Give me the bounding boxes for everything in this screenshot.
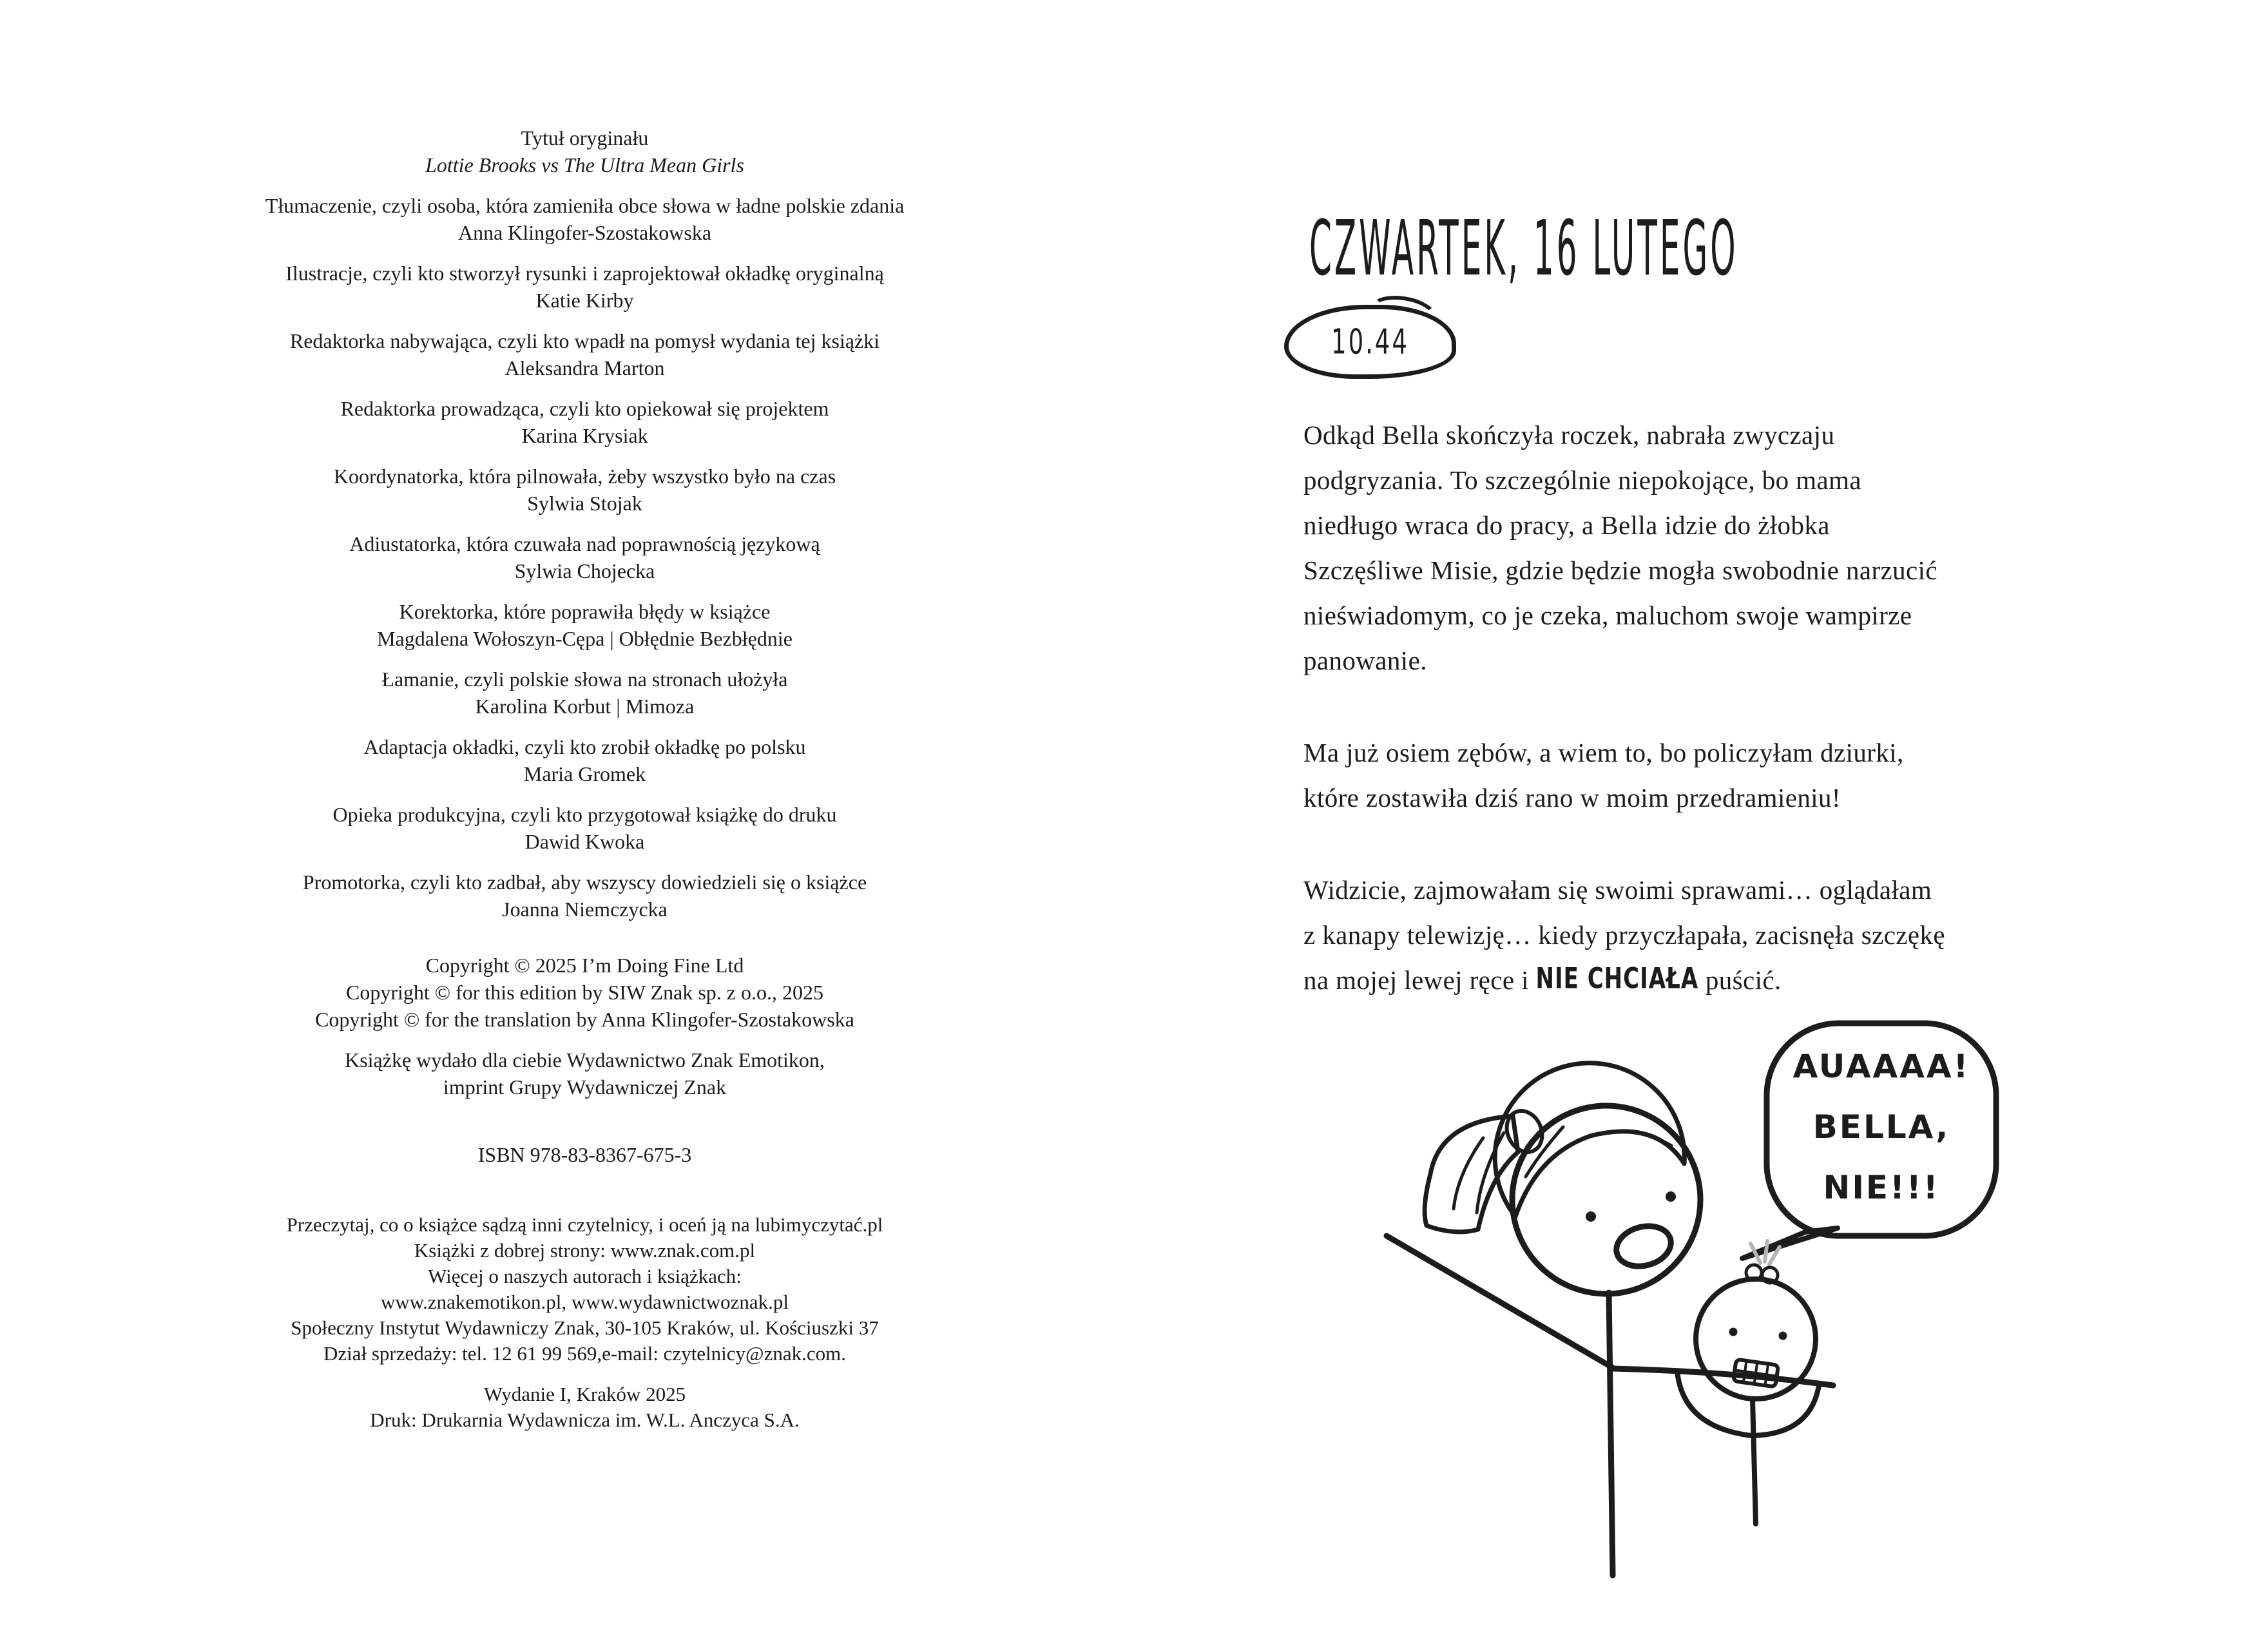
baby-body bbox=[1753, 1399, 1756, 1524]
copyright-line: Copyright © for this edition by SIW Znak sp. z o.o., 2025 bbox=[346, 981, 823, 1004]
credit-role: Adaptacja okładki, czyli kto zrobił okładkę po polsku bbox=[363, 735, 806, 758]
text-line: Widzicie, zajmowałam się swoimi sprawami… oglądałam bbox=[1303, 875, 1932, 905]
credit-entry bbox=[197, 801, 973, 855]
contact-block bbox=[197, 1212, 973, 1367]
credit-role: Redaktorka prowadząca, czyli kto opiekował się projektem bbox=[340, 397, 829, 420]
credits-block bbox=[197, 124, 973, 923]
credit-entry bbox=[197, 260, 973, 314]
credit-name: Karina Krysiak bbox=[521, 424, 648, 447]
credit-entry bbox=[197, 869, 973, 923]
copyright-line: Copyright © 2025 I’m Doing Fine Ltd bbox=[425, 954, 744, 977]
time-label: 10.44 bbox=[1331, 322, 1409, 362]
text-line: nieświadomym, co je czeka, maluchom swoje wampirze bbox=[1303, 601, 1912, 630]
contact-line: www.znakemotikon.pl, www.wydawnictwoznak.pl bbox=[380, 1291, 789, 1313]
contact-line: Książki z dobrej strony: www.znak.com.pl bbox=[414, 1239, 756, 1262]
mother-eye bbox=[1666, 1191, 1676, 1202]
credit-name: Katie Kirby bbox=[535, 289, 634, 312]
copyright-block bbox=[197, 952, 973, 1033]
publisher-line: Książkę wydało dla ciebie Wydawnictwo Znak Emotikon, bbox=[345, 1048, 825, 1072]
credit-name: Magdalena Wołoszyn-Cępa | Obłędnie Bezbłędnie bbox=[377, 627, 793, 650]
text-line: niedługo wraca do pracy, a Bella idzie do żłobka bbox=[1303, 510, 1830, 540]
bella-biting-illustration bbox=[1263, 992, 2268, 1636]
credit-entry bbox=[197, 598, 973, 652]
credit-role: Łamanie, czyli polskie słowa na stronach ułożyła bbox=[381, 668, 788, 691]
credit-role: Promotorka, czyli kto zadbał, aby wszyscy dowiedzieli się o książce bbox=[302, 871, 867, 894]
publisher-line: imprint Grupy Wydawniczej Znak bbox=[443, 1075, 727, 1099]
contact-line: Społeczny Instytut Wydawniczy Znak, 30-105 Kraków, ul. Kościuszki 37 bbox=[291, 1316, 879, 1339]
credit-role: Tłumaczenie, czyli osoba, która zamieniła obce słowa w ładne polskie zdania bbox=[265, 194, 905, 217]
credit-entry bbox=[197, 530, 973, 584]
text-segment: puścić. bbox=[1698, 965, 1782, 995]
baby-eye bbox=[1729, 1328, 1738, 1336]
credit-entry bbox=[197, 395, 973, 449]
speech-line: AUAAAA! bbox=[1792, 1048, 1970, 1085]
credit-role: Ilustracje, czyli kto stworzył rysunki i zaprojektował okładkę oryginalną bbox=[285, 262, 884, 285]
text-line: panowanie. bbox=[1303, 646, 1427, 675]
diary-entry-heading: CZWARTEK, 16 LUTEGO bbox=[1309, 205, 1738, 293]
handwritten-emphasis: NIE CHCIAŁA bbox=[1535, 962, 1699, 996]
time-bubble bbox=[1284, 305, 1456, 379]
mother-mouth-open bbox=[1612, 1220, 1676, 1272]
edition-line: Wydanie I, Kraków 2025 bbox=[483, 1383, 686, 1405]
edition-line: Druk: Drukarnia Wydawnicza im. W.L. Anczyca S.A. bbox=[370, 1409, 800, 1431]
credit-role: Adiustatorka, która czuwała nad poprawnością językową bbox=[349, 532, 820, 555]
credit-name: Aleksandra Marton bbox=[505, 356, 665, 380]
credit-name: Joanna Niemczycka bbox=[502, 898, 668, 921]
baby-hair-tuft bbox=[1765, 1241, 1767, 1262]
edition-block bbox=[197, 1381, 973, 1433]
credit-name: Anna Klingofer-Szostakowska bbox=[457, 221, 712, 244]
paragraph bbox=[1303, 730, 2086, 820]
paragraph bbox=[1303, 412, 2086, 683]
baby-eye bbox=[1779, 1332, 1787, 1340]
credit-role: Korektorka, które poprawiła błędy w książce bbox=[399, 600, 771, 623]
diary-body bbox=[1303, 412, 2086, 1052]
credit-entry bbox=[197, 124, 973, 178]
mother-body bbox=[1609, 1293, 1613, 1575]
credit-name: Sylwia Stojak bbox=[527, 492, 642, 515]
speech-bubble-text bbox=[1767, 1036, 1996, 1218]
credit-name: Dawid Kwoka bbox=[524, 830, 645, 853]
credit-role: Koordynatorka, która pilnowała, żeby wszystko było na czas bbox=[333, 465, 836, 488]
credit-role: Redaktorka nabywająca, czyli kto wpadł na pomysł wydania tej książki bbox=[289, 329, 880, 352]
credit-name: Sylwia Chojecka bbox=[514, 559, 655, 582]
credit-entry bbox=[197, 192, 973, 246]
text-line: Ma już osiem zębów, a wiem to, bo policzyłam dziurki, bbox=[1303, 738, 1904, 767]
isbn: ISBN 978-83-8367-675-3 bbox=[477, 1143, 692, 1166]
copyright-line: Copyright © for the translation by Anna Klingofer-Szostakowska bbox=[315, 1008, 854, 1031]
credit-name: Maria Gromek bbox=[523, 762, 646, 785]
credit-entry bbox=[197, 327, 973, 381]
contact-line: Więcej o naszych autorach i książkach: bbox=[428, 1265, 742, 1287]
speech-line: NIE!!! bbox=[1823, 1169, 1940, 1206]
credit-role: Tytuł oryginału bbox=[521, 126, 649, 149]
credit-entry bbox=[197, 733, 973, 787]
mother-eye bbox=[1586, 1211, 1596, 1222]
mother-figure bbox=[1387, 1063, 1700, 1575]
credit-role: Opieka produkcyjna, czyli kto przygotował książkę do druku bbox=[332, 803, 837, 826]
text-segment: na mojej lewej ręce i bbox=[1303, 965, 1536, 995]
speech-line: BELLA, bbox=[1812, 1108, 1950, 1146]
text-line: które zostawiła dziś rano w moim przedramieniu! bbox=[1303, 783, 1841, 813]
text-line: Szczęśliwe Misie, gdzie będzie mogła swobodnie narzucić bbox=[1303, 555, 1938, 585]
contact-line: Dział sprzedaży: tel. 12 61 99 569,e-mail: czytelnicy@znak.com. bbox=[323, 1342, 846, 1365]
publisher-block bbox=[197, 1046, 973, 1101]
credit-entry bbox=[197, 666, 973, 720]
mother-raised-arm bbox=[1387, 1236, 1612, 1367]
paragraph bbox=[1303, 867, 2086, 1005]
credit-entry bbox=[197, 463, 973, 517]
text-line: z kanapy telewizję… kiedy przyczłapała, zacisnęła szczękę bbox=[1303, 920, 1945, 950]
credit-name-original-title: Lottie Brooks vs The Ultra Mean Girls bbox=[425, 153, 744, 177]
left-page-imprint bbox=[197, 124, 973, 1433]
text-line: podgryzania. To szczególnie niepokojące, bo mama bbox=[1303, 465, 1862, 495]
hair-strand bbox=[1633, 1131, 1671, 1146]
text-line: Odkąd Bella skończyła roczek, nabrała zwyczaju bbox=[1303, 420, 1835, 450]
credit-name: Karolina Korbut | Mimoza bbox=[475, 695, 695, 718]
contact-line: Przeczytaj, co o książce sądzą inni czytelnicy, i oceń ją na lubimyczytać.pl bbox=[286, 1213, 883, 1236]
